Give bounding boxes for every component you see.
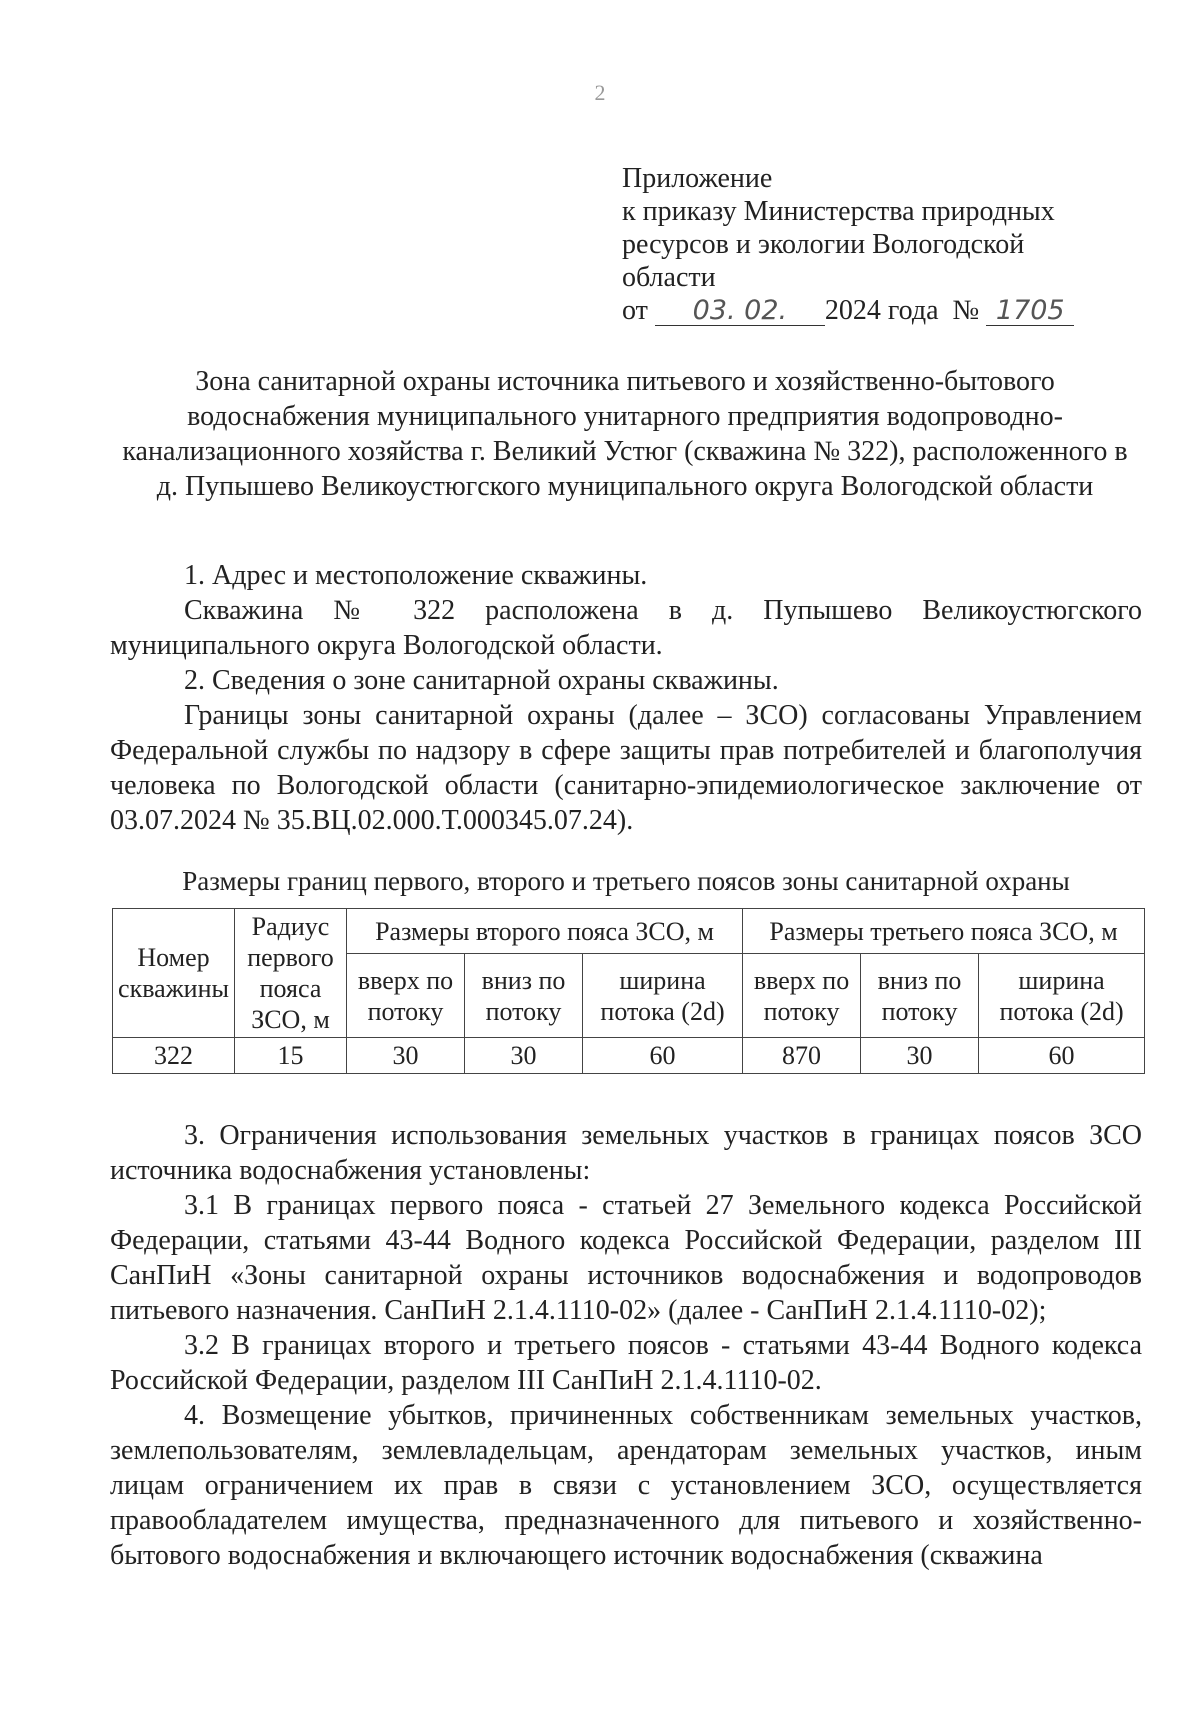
section-1-text: Скважина № 322 расположена в д. Пупышево Великоустюгского муниципального округа Вологодской области. xyxy=(110,595,1142,661)
section-2-heading: 2. Сведения о зоне санитарной охраны скважины. xyxy=(184,665,779,696)
handwritten-date: 03. 02. xyxy=(655,297,825,326)
cell-third-width: 60 xyxy=(979,1038,1145,1074)
title-line-4: д. Пупышево Великоустюгского муниципального округа Вологодской области xyxy=(156,471,1094,502)
cell-well-number: 322 xyxy=(113,1038,235,1074)
title-line-2: водоснабжения муниципального унитарного предприятия водопроводно- xyxy=(187,401,1063,432)
section-4-text: 4. Возмещение убытков, причиненных собственникам земельных участков, землепользователям, землевладельцам, арендаторам земельных участков, иным лицам ограничением их прав в связи с установлением ЗСО, осуществляется правообладателем имущества, предназначенного для питьевого и хозяйственно-бытового водоснабжения и включающего источник водоснабжения (скважина xyxy=(110,1400,1142,1571)
appendix-title: Приложение xyxy=(622,163,773,194)
sections-3-4 xyxy=(110,1118,1142,1573)
cell-third-up: 870 xyxy=(743,1038,861,1074)
table-caption: Размеры границ первого, второго и третьего поясов зоны санитарной охраны xyxy=(182,866,1070,896)
header-second-down: вниз по потоку xyxy=(465,954,583,1038)
section-3-2: 3.2 В границах второго и третьего поясов - статьями 43-44 Водного кодекса Российской Федерации, разделом III СанПиН 2.1.4.1110-02. xyxy=(110,1330,1142,1396)
appendix-region-line: области xyxy=(622,262,716,293)
table-header-row-1 xyxy=(113,909,1145,954)
table-row xyxy=(113,1038,1145,1074)
page-number: 2 xyxy=(594,80,606,105)
title-line-3: канализационного хозяйства г. Великий Устюг (скважина № 322), расположенного в xyxy=(122,436,1128,467)
header-well-number: Номер скважины xyxy=(113,909,235,1038)
header-third-up: вверх по потоку xyxy=(743,954,861,1038)
section-1-heading: 1. Адрес и местоположение скважины. xyxy=(184,560,648,591)
section-3-heading: 3. Ограничения использования земельных участков в границах поясов ЗСО источника водоснабжения установлены: xyxy=(110,1120,1142,1186)
header-third-zone: Размеры третьего пояса ЗСО, м xyxy=(743,909,1145,954)
header-first-zone-radius: Радиус первого пояса ЗСО, м xyxy=(235,909,347,1038)
handwritten-number: 1705 xyxy=(986,297,1074,326)
number-sign: № xyxy=(952,295,980,326)
section-3-1: 3.1 В границах первого пояса - статьей 27 Земельного кодекса Российской Федерации, статьями 43-44 Водного кодекса Российской Федерации, разделом III СанПиН «Зоны санитарной охраны источников водоснабжения и водопроводов питьевого назначения. СанПиН 2.1.4.1110-02» (далее - СанПиН 2.1.4.1110-02); xyxy=(110,1190,1142,1326)
header-second-zone: Размеры второго пояса ЗСО, м xyxy=(347,909,743,954)
sections-1-2 xyxy=(110,558,1142,838)
cell-second-down: 30 xyxy=(465,1038,583,1074)
header-third-down: вниз по потоку xyxy=(861,954,979,1038)
cell-third-down: 30 xyxy=(861,1038,979,1074)
cell-first-radius: 15 xyxy=(235,1038,347,1074)
header-second-width: ширина потока (2d) xyxy=(583,954,743,1038)
year-text: 2024 года xyxy=(824,295,939,326)
section-2-text: Границы зоны санитарной охраны (далее – ЗСО) согласованы Управлением Федеральной службы по надзору в сфере защиты прав потребителей и благополучия человека по Вологодской области (санитарно-эпидемиологическое заключение от 03.07.2024 № 35.ВЦ.02.000.Т.000345.07.24). xyxy=(110,700,1142,836)
cell-second-width: 60 xyxy=(583,1038,743,1074)
document-title xyxy=(108,364,1142,504)
from-label: от xyxy=(622,295,648,326)
title-line-1: Зона санитарной охраны источника питьевого и хозяйственно-бытового xyxy=(195,366,1055,397)
appendix-header xyxy=(622,162,1162,327)
appendix-order-line: к приказу Министерства природных xyxy=(622,196,1055,227)
zones-table xyxy=(112,908,1145,1074)
appendix-ministry-line: ресурсов и экологии Вологодской xyxy=(622,229,1025,260)
cell-second-up: 30 xyxy=(347,1038,465,1074)
header-second-up: вверх по потоку xyxy=(347,954,465,1038)
appendix-date-line xyxy=(622,294,1162,327)
header-third-width: ширина потока (2d) xyxy=(979,954,1145,1038)
